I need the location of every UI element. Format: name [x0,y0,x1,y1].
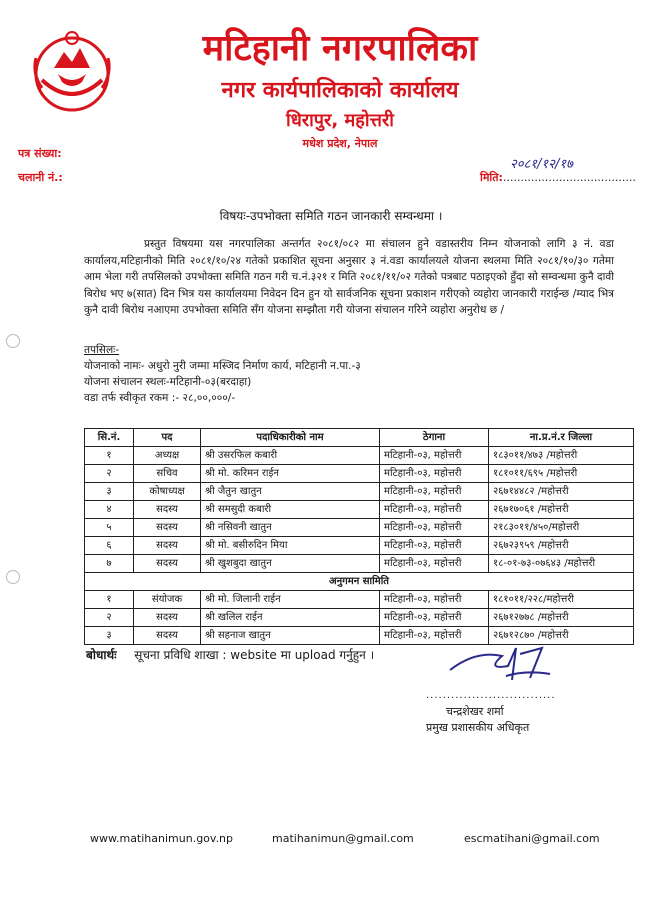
table-cell: मटिहानी-०३, महोत्तरी [380,627,489,645]
letterhead-subtitle-province: मधेश प्रदेश, नेपाल [302,137,378,150]
dispatch-number-label: चलानी नं.: [18,171,63,184]
letterhead-title: मटिहानी नगरपालिका [202,28,478,69]
letter-number-label: पत्र संख्या: [18,147,62,160]
table-cell: अध्यक्ष [134,447,201,465]
table-header-row [85,429,634,447]
table-cell: ३ [85,483,134,501]
details-heading: तपसिलः- [84,344,120,356]
signature-dots: ............................... [426,690,556,701]
table-cell: सदस्य [134,627,201,645]
column-header: पद [134,429,201,447]
date-dots: ...................................... [502,171,636,184]
bodhartha [86,646,374,663]
letterhead-subtitle-address: धिरापुर, महोत्तरी [286,110,394,131]
table-cell: श्री मो. बसीरुदिन मिया [201,537,380,555]
letterhead-subtitle-office: नगर कार्यपालिकाको कार्यालय [221,78,459,103]
table-cell: २१८३०११/४५०/महोत्तरी [489,519,634,537]
table-cell: श्री सहनाज खातुन [201,627,380,645]
approved-amount: वडा तर्फ स्वीकृत रकम :- २८,००,०००/- [84,392,236,404]
table-cell: ६ [85,537,134,555]
table-cell: कोषाध्यक्ष [134,483,201,501]
table-cell: १८१०११/६९५ /महोत्तरी [489,465,634,483]
table-cell: मटिहानी-०३, महोत्तरी [380,519,489,537]
footer-website[interactable]: www.matihanimun.gov.np [90,832,234,845]
signature-icon [446,640,556,686]
table-cell: २६७१७०६१ /महोत्तरी [489,501,634,519]
table-cell: श्री जैतुन खातुन [201,483,380,501]
table-cell: मटिहानी-०३, महोत्तरी [380,537,489,555]
table-cell: सदस्य [134,537,201,555]
footer-email-primary[interactable]: matihanimun@gmail.com [272,832,414,845]
bodhartha-text: सूचना प्रविधि शाखा : website मा upload गर्नुहुन । [134,648,375,662]
punch-hole [6,334,20,348]
section-row [85,573,634,591]
footer-email-secondary[interactable]: escmatihani@gmail.com [464,832,600,845]
table-cell: मटिहानी-०३, महोत्तरी [380,465,489,483]
bodhartha-label: बोधार्थः [86,648,117,662]
table-cell: श्री उसरफिल कबारी [201,447,380,465]
table-cell: ४ [85,501,134,519]
nepal-emblem-icon [28,28,116,116]
table-cell: १८१०११/२२८/महोत्तरी [489,591,634,609]
table-cell: श्री खुशबुदा खातुन [201,555,380,573]
column-header: पदाधिकारीको नाम [201,429,380,447]
project-location: योजना संचालन स्थलः-मटिहानी-०३(बरदाहा) [84,376,252,388]
table-row [85,537,634,555]
table-row [85,591,634,609]
table-cell: श्री मो. करिमन राईन [201,465,380,483]
table-cell: श्री नसिवनी खातुन [201,519,380,537]
table-cell: सदस्य [134,501,201,519]
table-cell: सदस्य [134,519,201,537]
table-row [85,447,634,465]
table-cell: २ [85,465,134,483]
table-cell: ७ [85,555,134,573]
signatory-title: प्रमुख प्रशासकीय अधिकृत [426,721,530,734]
body-paragraph: प्रस्तुत विषयमा यस नगरपालिका अन्तर्गत २०८१/०८२ मा संचालन हुने वडास्तरीय निम्न योजनाको लागि ३ नं. वडा कार्यालय,मटिहानीको मिति २०८१/१०/२४ गतेको प्रकाशित सूचना अनुसार ३ नं.वडा कार्यालयले योजना स्थलमा मिति २०८१/१०/३० गतेमा आम भेला गरी तपसिलको उपभोक्ता समिति गठन गरी च.नं.३२१ र मिति २०८१/११/०२ गतेको पत्रबाट पठाइएको हुँदा सो सम्वन्धमा कुनै दावी बिरोध भए ७(सात) दिन भित्र यस कार्यालयमा निवेदन दिन हुन यो सार्वजनिक सूचना प्रकाशन गरीएको व्यहोरा जानकारी गराईन्छ /म्याद भित्र कुनै दावी बिरोध नआएमा उपभोक्ता समिति सँग योजना सम्झौता गरी योजना संचालन गरिने व्यहोरा अनुरोध छ / [84,238,614,316]
project-name: योजनाको नामः- अधुरो नुरी जम्मा मस्जिद निर्माण कार्य, मटिहानी न.पा.-३ [84,360,361,372]
date-field [480,170,636,185]
table-cell: सदस्य [134,555,201,573]
table-row [85,501,634,519]
subject-line: विषयः-उपभोक्ता समिति गठन जानकारी सम्वन्धमा । [219,209,443,223]
table-cell: मटिहानी-०३, महोत्तरी [380,447,489,465]
table-cell: १८-०१-७३-०७६४३ /महोत्तरी [489,555,634,573]
table-cell: ५ [85,519,134,537]
table-cell: ३ [85,627,134,645]
column-header: सि.नं. [85,429,134,447]
table-cell: श्री मो. जिलानी राईन [201,591,380,609]
table-cell: मटिहानी-०३, महोत्तरी [380,591,489,609]
table-cell: श्री खलिल राईन [201,609,380,627]
committee-table [84,428,634,645]
table-row [85,519,634,537]
table-cell: २६७१२७७८ /महोत्तरी [489,609,634,627]
table-cell: मटिहानी-०३, महोत्तरी [380,555,489,573]
table-cell: १८३०११/४७३ /महोत्तरी [489,447,634,465]
table-cell: २६७२३९५९ /महोत्तरी [489,537,634,555]
table-cell: संयोजक [134,591,201,609]
table-row [85,555,634,573]
signatory-name: चन्द्रशेखर शर्मा [446,705,504,718]
table-cell: सचिव [134,465,201,483]
table-row [85,465,634,483]
table-cell: सदस्य [134,609,201,627]
table-cell: मटिहानी-०३, महोत्तरी [380,501,489,519]
table-cell: श्री समसुदी कबारी [201,501,380,519]
column-header: ठेगाना [380,429,489,447]
column-header: ना.प्र.नं.र जिल्ला [489,429,634,447]
monitoring-committee-title: अनुगमन सामिति [85,573,634,591]
table-cell: मटिहानी-०३, महोत्तरी [380,483,489,501]
table-cell: १ [85,447,134,465]
punch-hole [6,570,20,584]
table-cell: २६७१२८७० /महोत्तरी [489,627,634,645]
date-handwritten: २०८१/१२/१७ [510,157,573,172]
table-cell: २ [85,609,134,627]
table-row [85,609,634,627]
table-cell: मटिहानी-०३, महोत्तरी [380,609,489,627]
date-label: मिति: [480,171,503,184]
table-cell: १ [85,591,134,609]
table-cell: २६७१४४८२ /महोत्तरी [489,483,634,501]
project-details [84,342,584,406]
table-row [85,483,634,501]
